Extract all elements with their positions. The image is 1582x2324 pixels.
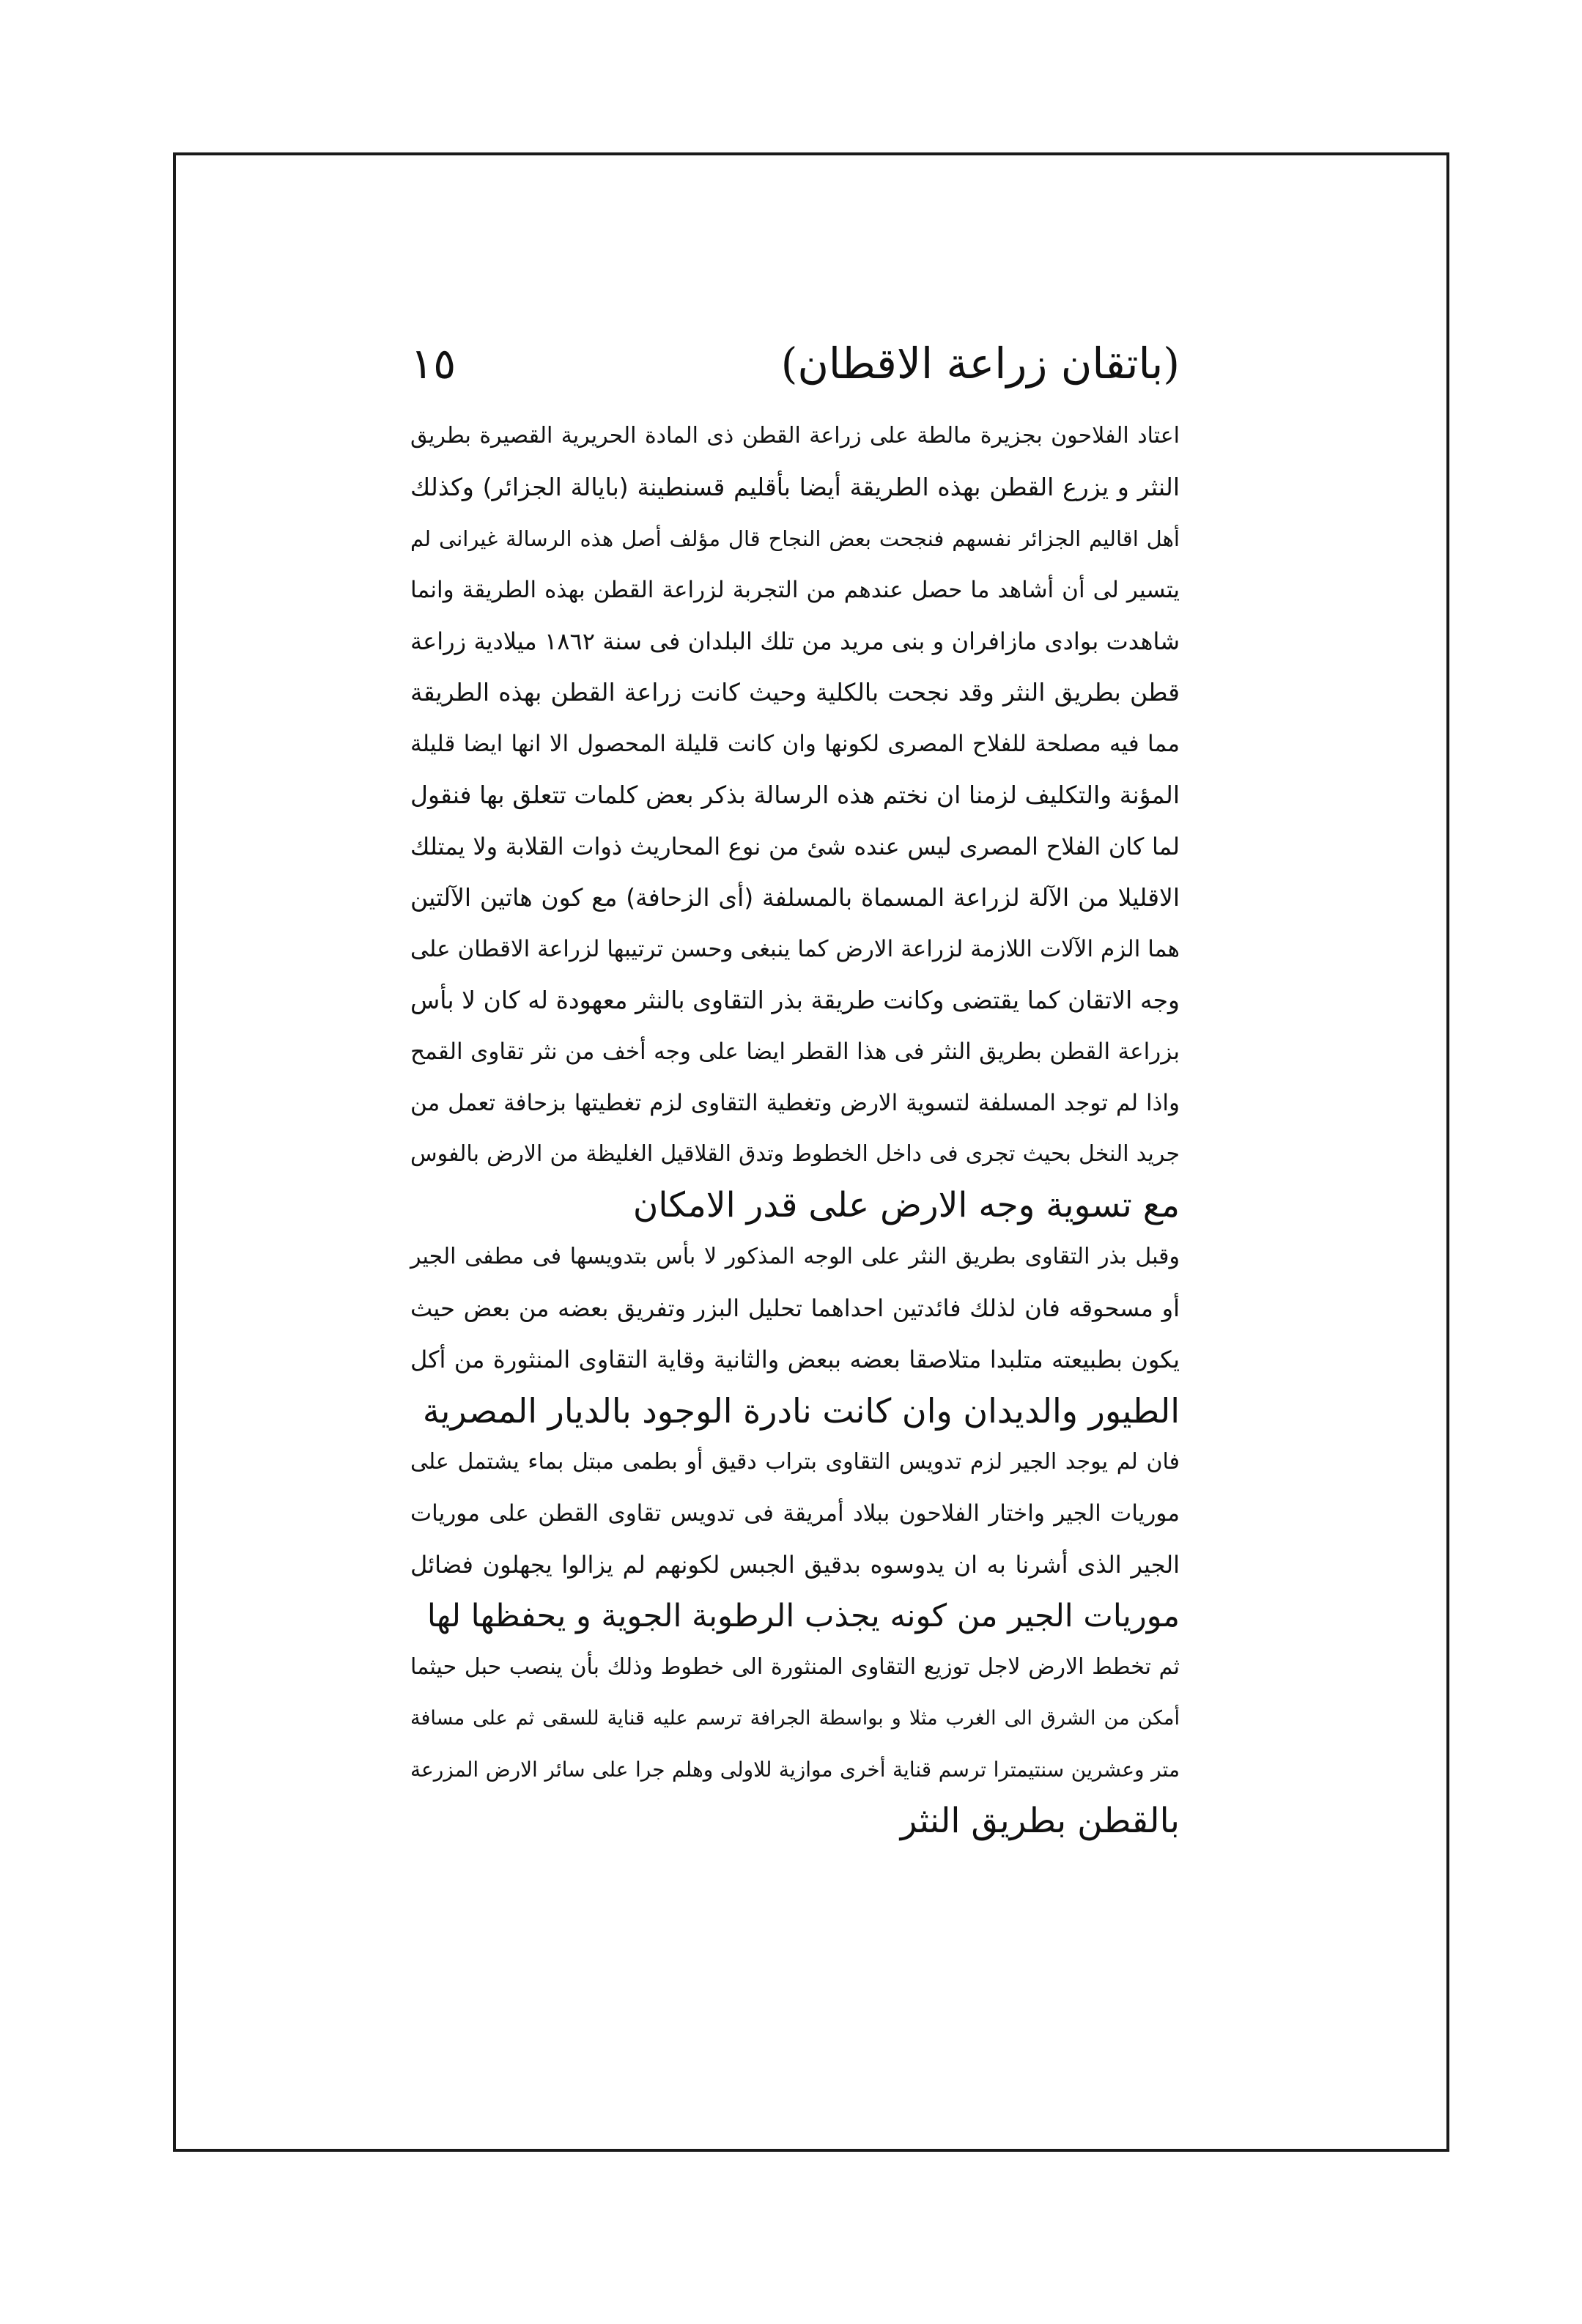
text-line: أو مسحوقه فان لذلك فائدتين احداهما تحليل البزر وتفريق بعضه من بعض حيث bbox=[410, 1294, 1180, 1322]
text-line: جريد النخل بحيث تجرى فى داخل الخطوط وتدق القلاقيل الغليظة من الارض بالفوس bbox=[410, 1141, 1180, 1167]
text-line: مع تسوية وجه الارض على قدر الامكان bbox=[632, 1185, 1180, 1225]
text-line: أهل اقاليم الجزائر نفسهم فنجحت بعض النجاح قال مؤلف أصل هذه الرسالة غيرانى لم bbox=[410, 526, 1180, 551]
text-line: بزراعة القطن بطريق النثر فى هذا القطر ايضا على وجه أخف من نثر تقاوى القمح bbox=[410, 1039, 1180, 1065]
text-line: موريات الجير واختار الفلاحون ببلاد أمريقة فى تدويس تقاوى القطن على موريات bbox=[410, 1500, 1180, 1527]
text-line: قطن بطريق النثر وقد نجحت بالكلية وحيث كانت زراعة القطن بهذه الطريقة bbox=[410, 678, 1180, 707]
text-line: متر وعشرين سنتيمترا ترسم قناية أخرى موازية للاولى وهلم جرا على سائر الارض المزرعة bbox=[410, 1757, 1180, 1782]
text-line: وقبل بذر التقاوى بطريق النثر على الوجه المذكور لا بأس بتدويسها فى مطفى الجير bbox=[410, 1244, 1180, 1269]
text-line: اعتاد الفلاحون بجزيرة مالطة على زراعة القطن ذى المادة الحريرية القصيرة بطريق bbox=[410, 423, 1180, 449]
text-line: الطيور والديدان وان كانت نادرة الوجود بالديار المصرية bbox=[422, 1391, 1180, 1431]
text-line: شاهدت بوادى مازافران و بنى مريد من تلك البلدان فى سنة ١٨٦٢ ميلادية زراعة bbox=[410, 627, 1180, 655]
text-line: لما كان الفلاح المصرى ليس عنده شئ من نوع المحاريث ذوات القلابة ولا يمتلك bbox=[410, 833, 1180, 860]
text-line: واذا لم توجد المسلفة لتسوية الارض وتغطية التقاوى لزم تغطيتها بزحافة تعمل من bbox=[410, 1090, 1180, 1116]
text-line: وجه الاتقان كما يقتضى وكانت طريقة بذر التقاوى بالنثر معهودة له كان لا بأس bbox=[410, 986, 1180, 1014]
text-line: فان لم يوجد الجير لزم تدويس التقاوى بتراب دقيق أو بطمى مبتل بماء يشتمل على bbox=[410, 1449, 1180, 1475]
body-text bbox=[410, 410, 1180, 1847]
text-line: هما الزم الآلات اللازمة لزراعة الارض كما ينبغى وحسن ترتيبها لزراعة الاقطان على bbox=[410, 936, 1180, 962]
text-line: ثم تخطط الارض لاجل توزيع التقاوى المنثورة الى خطوط وذلك بأن ينصب حبل حيثما bbox=[410, 1654, 1180, 1680]
text-line: بالقطن بطريق النثر bbox=[900, 1801, 1180, 1841]
running-title: (باتقان زراعة الاقطان) bbox=[780, 339, 1180, 388]
text-line: الاقليلا من الآلة لزراعة المسماة بالمسلفة (أى الزحافة) مع كون هاتين الآلتين bbox=[410, 883, 1180, 912]
text-line: أمكن من الشرق الى الغرب مثلا و بواسطة الجرافة ترسم عليه قناية للسقى ثم على مسافة bbox=[410, 1707, 1180, 1730]
text-line: مما فيه مصلحة للفلاح المصرى لكونها وان كانت قليلة المحصول الا انها ايضا قليلة bbox=[410, 731, 1180, 757]
text-line: موريات الجير من كونه يجذب الرطوبة الجوية و يحفظها لها bbox=[426, 1598, 1180, 1634]
text-line: المؤنة والتكليف لزمنا ان نختم هذه الرسالة بذكر بعض كلمات تتعلق بها فنقول bbox=[410, 781, 1180, 809]
page-header bbox=[410, 330, 1180, 396]
page-number: ١٥ bbox=[410, 339, 457, 388]
text-line: يتسير لى أن أشاهد ما حصل عندهم من التجربة لزراعة القطن بهذه الطريقة وانما bbox=[410, 577, 1180, 603]
text-line: النثر و يزرع القطن بهذه الطريقة أيضا بأقليم قسنطينة (بايالة الجزائر) وكذلك bbox=[410, 473, 1180, 501]
text-line: يكون بطبيعته متلبدا متلاصقا بعضه ببعض والثانية وقاية التقاوى المنثورة من أكل bbox=[410, 1346, 1180, 1373]
text-line: الجير الذى أشرنا به ان يدوسوه بدقيق الجبس لكونهم لم يزالوا يجهلون فضائل bbox=[410, 1551, 1180, 1579]
